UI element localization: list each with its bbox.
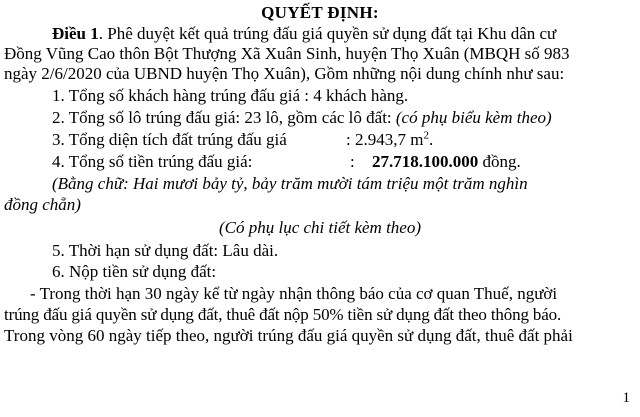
payment-line3: Trong vòng 60 ngày tiếp theo, người trúng đấu giá quyền sử dụng đất, thuê đất phải [4, 326, 573, 345]
item-4-value-line [350, 152, 355, 172]
item-3-value-line [346, 130, 433, 150]
item-3 [52, 130, 287, 150]
item-4-unit: đồng. [478, 152, 521, 171]
item-3-superscript: 2 [423, 129, 429, 142]
in-words-line1: (Bằng chữ: Hai mươi bảy tỷ, bảy trăm mười tám triệu một trăm nghìn [52, 174, 528, 193]
article1-label: Điều 1 [52, 24, 99, 43]
item-3-end: . [428, 130, 434, 149]
item-4 [52, 152, 252, 172]
payment-line2: trúng đấu giá quyền sử dụng đất, thuê đất nộp 50% tiền sử dụng đất theo thông báo. [4, 305, 562, 324]
article1-line3: ngày 2/6/2020 của UBND huyện Thọ Xuân), Gồm những nội dung chính như sau: [4, 64, 565, 83]
payment-line1: - Trong thời hạn 30 ngày kể từ ngày nhận thông báo của cơ quan Thuế, người [30, 284, 558, 303]
item-3-label: 3. Tổng diện tích đất trúng đấu giá [52, 130, 287, 149]
item-6: 6. Nộp tiền sử dụng đất: [52, 262, 217, 281]
item-5: 5. Thời hạn sử dụng đất: Lâu dài. [52, 241, 279, 260]
item-2-note: (có phụ biểu kèm theo) [395, 108, 552, 127]
appendix-note: (Có phụ lục chi tiết kèm theo) [218, 218, 422, 237]
article1-line1-text: . Phê duyệt kết quả trúng đấu giá quyền sử dụng đất tại Khu dân cư [98, 24, 557, 43]
in-words-line2: đồng chẵn) [4, 195, 81, 214]
item-1: 1. Tổng số khách hàng trúng đấu giá : 4 khách hàng. [52, 86, 409, 105]
item-2-text: 2. Tổng số lô trúng đấu giá: 23 lô, gồm các lô đất: [52, 108, 396, 127]
document-title: QUYẾT ĐỊNH: [261, 3, 379, 22]
item-4-amount-line [372, 152, 521, 172]
article1-line1 [52, 24, 556, 44]
item-3-value: : 2.943,7 m [346, 130, 424, 149]
item-4-colon: : [350, 152, 355, 171]
article1-line2: Đồng Vũng Cao thôn Bột Thượng Xã Xuân Sinh, huyện Thọ Xuân (MBQH số 983 [4, 44, 570, 63]
item-4-label: 4. Tổng số tiền trúng đấu giá: [52, 152, 253, 171]
item-4-amount: 27.718.100.000 [372, 152, 479, 171]
item-2 [52, 108, 552, 128]
page-number: 1 [622, 390, 630, 406]
